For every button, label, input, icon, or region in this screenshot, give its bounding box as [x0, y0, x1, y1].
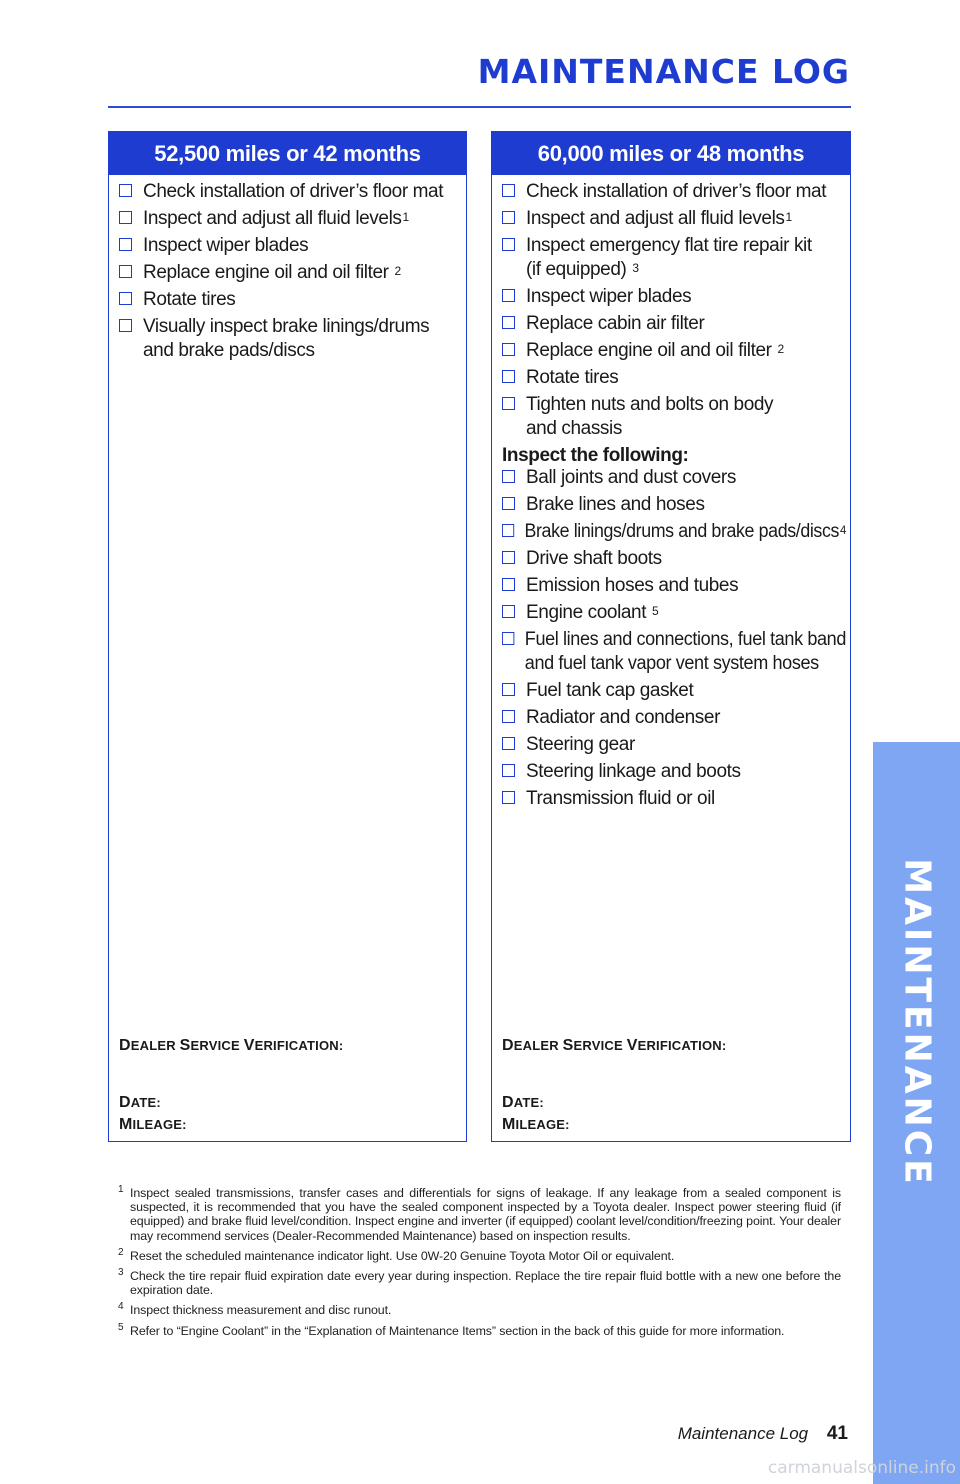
- checklist-item: [502, 574, 738, 598]
- dealer-verification-label: DEALER SERVICE VERIFICATION:: [119, 1037, 344, 1054]
- checklist-item: [119, 315, 429, 363]
- inspect-subheading: Inspect the following:: [502, 445, 689, 466]
- checklist-item: [119, 288, 235, 312]
- item-text: Ball joints and dust covers: [526, 467, 736, 488]
- item-text-continued: and brake pads/discs: [143, 340, 315, 361]
- date-label: DATE:: [502, 1094, 544, 1111]
- checkbox[interactable]: [502, 211, 515, 224]
- checkbox[interactable]: [502, 578, 515, 591]
- item-text: Steering gear: [526, 734, 635, 755]
- footnote-ref: 1: [785, 210, 792, 224]
- footnote-number: 4: [118, 1301, 124, 1313]
- checklist-item: [502, 285, 691, 309]
- checklist-item: [502, 706, 720, 730]
- page-number: 41: [826, 1423, 848, 1444]
- item-text: Emission hoses and tubes: [526, 575, 739, 596]
- footnote-ref: 4: [839, 523, 846, 537]
- footnote-ref: 3: [632, 261, 639, 275]
- checklist-item: [502, 339, 784, 363]
- checklist-item: [502, 679, 693, 703]
- footnote-text: Inspect thickness measurement and disc runout.: [130, 1303, 392, 1318]
- item-text: Steering linkage and boots: [526, 761, 741, 782]
- item-text: Check installation of driver’s floor mat: [143, 181, 444, 202]
- watermark: carmanualsonline.info: [767, 1458, 956, 1478]
- checkbox[interactable]: [502, 397, 515, 410]
- footnote-ref: 2: [394, 264, 401, 278]
- checkbox[interactable]: [502, 737, 515, 750]
- checklist-item: [502, 628, 846, 676]
- item-text: Visually inspect brake linings/drums: [143, 316, 430, 337]
- item-text: Fuel tank cap gasket: [526, 680, 694, 701]
- checklist-item: [502, 466, 736, 490]
- checkbox[interactable]: [119, 292, 132, 305]
- checkbox[interactable]: [502, 605, 515, 618]
- item-text: Radiator and condenser: [526, 707, 721, 728]
- item-text: Inspect wiper blades: [526, 286, 692, 307]
- footnote-text: Check the tire repair fluid expiration date every year during inspection. Replace the tire repair fluid bottle with a new one before the expiration date.: [130, 1269, 841, 1298]
- mileage-label: MILEAGE:: [119, 1116, 187, 1133]
- checkbox[interactable]: [119, 211, 132, 224]
- section-side-tab: [873, 742, 960, 1484]
- footnote-number: 3: [118, 1267, 124, 1279]
- checkbox[interactable]: [502, 370, 515, 383]
- checkbox[interactable]: [502, 289, 515, 302]
- checklist-item: [502, 493, 705, 517]
- item-text-continued: and chassis: [526, 418, 622, 439]
- item-text: Inspect and adjust all fluid levels: [143, 208, 402, 229]
- checkbox[interactable]: [502, 497, 515, 510]
- item-text: Rotate tires: [526, 367, 619, 388]
- item-text: Brake lines and hoses: [526, 494, 705, 515]
- footnote: [118, 1246, 841, 1263]
- item-text: Inspect wiper blades: [143, 235, 309, 256]
- page-footer: [678, 1423, 848, 1445]
- item-text: Replace engine oil and oil filter: [143, 262, 394, 283]
- checkbox[interactable]: [119, 319, 132, 332]
- item-text: Drive shaft boots: [526, 548, 662, 569]
- item-text: Engine coolant: [526, 602, 651, 623]
- checkbox[interactable]: [502, 791, 515, 804]
- checkbox[interactable]: [502, 316, 515, 329]
- checkbox[interactable]: [502, 238, 515, 251]
- footnote-ref: 2: [777, 342, 784, 356]
- footnote-number: 5: [118, 1321, 124, 1333]
- checklist-item: [502, 234, 812, 282]
- item-text: Rotate tires: [143, 289, 236, 310]
- checkbox[interactable]: [502, 184, 515, 197]
- checklist: [109, 175, 466, 363]
- column-header: 60,000 miles or 48 months: [492, 132, 850, 175]
- checkbox[interactable]: [502, 551, 515, 564]
- checklist-item: [502, 547, 662, 571]
- service-column-60000: [491, 131, 851, 1142]
- checklist-item: [119, 234, 308, 258]
- footnote: [118, 1321, 841, 1338]
- footnote: [118, 1303, 841, 1317]
- checklist-item: [502, 366, 618, 390]
- checklist-item: [502, 312, 704, 336]
- checkbox[interactable]: [502, 470, 515, 483]
- checklist-item: [502, 733, 635, 757]
- inspect-checklist: [492, 466, 850, 811]
- footnote-text: Refer to “Engine Coolant” in the “Explanation of Maintenance Items” section in the back of this guide for more information.: [130, 1323, 785, 1338]
- checklist-item: [502, 787, 715, 811]
- item-text: Transmission fluid or oil: [526, 788, 715, 809]
- checklist-item: [119, 261, 401, 285]
- checklist-item: [119, 180, 443, 204]
- item-text: Fuel lines and connections, fuel tank band: [524, 629, 847, 650]
- checkbox[interactable]: [502, 710, 515, 723]
- checkbox[interactable]: [502, 764, 515, 777]
- footnote-ref: 1: [402, 210, 409, 224]
- item-text: Inspect and adjust all fluid levels: [526, 208, 785, 229]
- service-column-52500: [108, 131, 467, 1142]
- footnote: [118, 1269, 841, 1297]
- item-text: Replace cabin air filter: [526, 313, 705, 334]
- footnote: [118, 1186, 841, 1243]
- side-tab-label: MAINTENANCE: [896, 858, 937, 1187]
- checkbox[interactable]: [119, 184, 132, 197]
- dealer-verification-label: DEALER SERVICE VERIFICATION:: [502, 1037, 727, 1054]
- footer-section-title: Maintenance Log: [677, 1424, 809, 1443]
- checkbox[interactable]: [119, 238, 132, 251]
- checklist-item: [502, 393, 773, 441]
- checklist-item: [502, 760, 741, 784]
- checklist-item: [502, 520, 846, 544]
- checklist-item: [502, 207, 792, 231]
- checkbox[interactable]: [502, 683, 515, 696]
- date-label: DATE:: [119, 1094, 161, 1111]
- checkbox[interactable]: [502, 524, 514, 537]
- item-text: Inspect emergency flat tire repair kit: [526, 235, 812, 256]
- footnote-text: Reset the scheduled maintenance indicator light. Use 0W-20 Genuine Toyota Motor Oil or equivalent.: [130, 1248, 675, 1263]
- page-title: MAINTENANCE LOG: [477, 52, 850, 91]
- checklist-item: [502, 601, 658, 625]
- checkbox[interactable]: [502, 632, 514, 645]
- checkbox[interactable]: [119, 265, 132, 278]
- footnote-ref: 5: [652, 604, 659, 618]
- checkbox[interactable]: [502, 343, 515, 356]
- item-text: Tighten nuts and bolts on body: [526, 394, 774, 415]
- footnote-number: 1: [118, 1184, 124, 1195]
- footnotes: [118, 1186, 841, 1344]
- title-divider: [108, 106, 851, 108]
- item-text: Replace engine oil and oil filter: [526, 340, 777, 361]
- item-text: Brake linings/drums and brake pads/discs: [524, 521, 840, 542]
- mileage-label: MILEAGE:: [502, 1116, 570, 1133]
- item-text-continued: (if equipped): [526, 259, 632, 280]
- footnote-text: Inspect sealed transmissions, transfer cases and differentials for signs of leakage. If any leakage from a sealed component is suspected, it is recommended that you have the sealed component inspected by a Toyota dealer. Inspect power steering fluid (if equipped) and brake fluid level/condition. Inspect engine and inverter (if equipped) coolant level/condition/freezing point. Your dealer may recommend services (Dealer-Recommended Maintenance) based on inspection results.: [130, 1186, 841, 1243]
- checklist-item: [119, 207, 409, 231]
- footnote-number: 2: [118, 1246, 124, 1258]
- checklist-item: [502, 180, 826, 204]
- checklist: [492, 175, 850, 441]
- item-text-continued: and fuel tank vapor vent system hoses: [524, 653, 819, 674]
- item-text: Check installation of driver’s floor mat: [526, 181, 827, 202]
- column-header: 52,500 miles or 42 months: [109, 132, 466, 175]
